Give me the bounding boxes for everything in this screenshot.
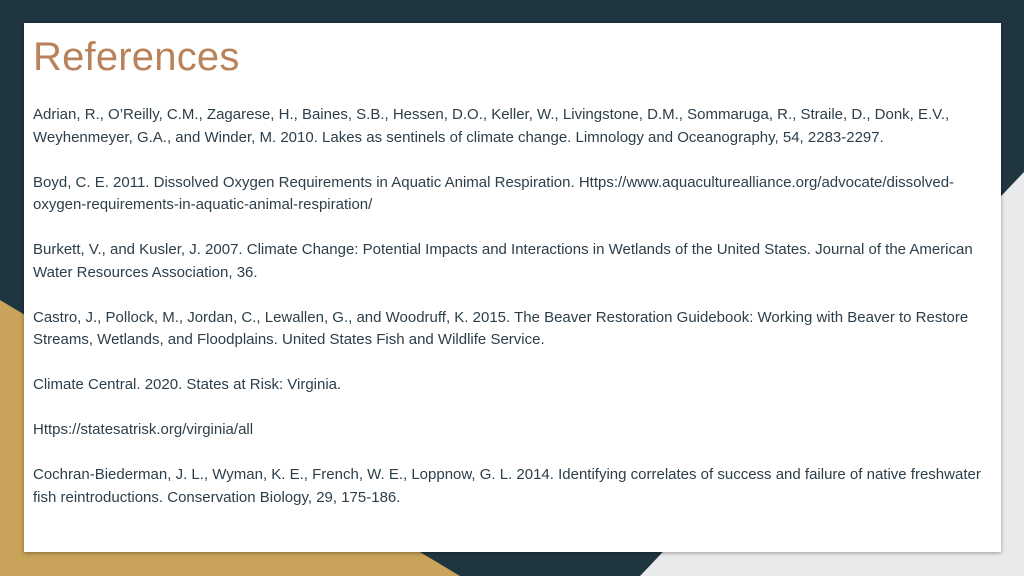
reference-item-cochran-biederman: Cochran-Biederman, J. L., Wyman, K. E., French, W. E., Loppnow, G. L. 2014. Identifying correlates of success and failure of native freshwater fish reintroductions. Conservation Biology, 29, 175-186.: [33, 466, 981, 506]
reference-item-statesatrisk-url: Https://statesatrisk.org/virginia/all: [33, 421, 254, 438]
reference-item-adrian: Adrian, R., O’Reilly, C.M., Zagarese, H., Baines, S.B., Hessen, D.O., Keller, W., Livingstone, D.M., Sommaruga, R., Straile, D., Donk, E.V., Weyhenmeyer, G.A., and Winder, M. 2010. Lakes as sentinels of climate change. Limnology and Oceanography, 54, 2283-2297.: [33, 106, 950, 146]
reference-list: [33, 104, 987, 509]
reference-item-burkett: Burkett, V., and Kusler, J. 2007. Climate Change: Potential Impacts and Interactions in Wetlands of the United States. Journal of the American Water Resources Association, 36.: [33, 241, 973, 281]
reference-item-castro: Castro, J., Pollock, M., Jordan, C., Lewallen, G., and Woodruff, K. 2015. The Beaver Restoration Guidebook: Working with Beaver to Restore Streams, Wetlands, and Floodplains. United States Fish and Wildlife Service.: [33, 308, 969, 348]
reference-item-climate-central: Climate Central. 2020. States at Risk: Virginia.: [33, 376, 342, 393]
reference-item-boyd: Boyd, C. E. 2011. Dissolved Oxygen Requirements in Aquatic Animal Respiration. Https://www.aquaculturealliance.org/advocate/dissolved-oxygen-requirements-in-aquatic-animal-respiration/: [33, 173, 955, 213]
page-title: References: [33, 35, 240, 79]
slide-card: [24, 23, 1001, 552]
